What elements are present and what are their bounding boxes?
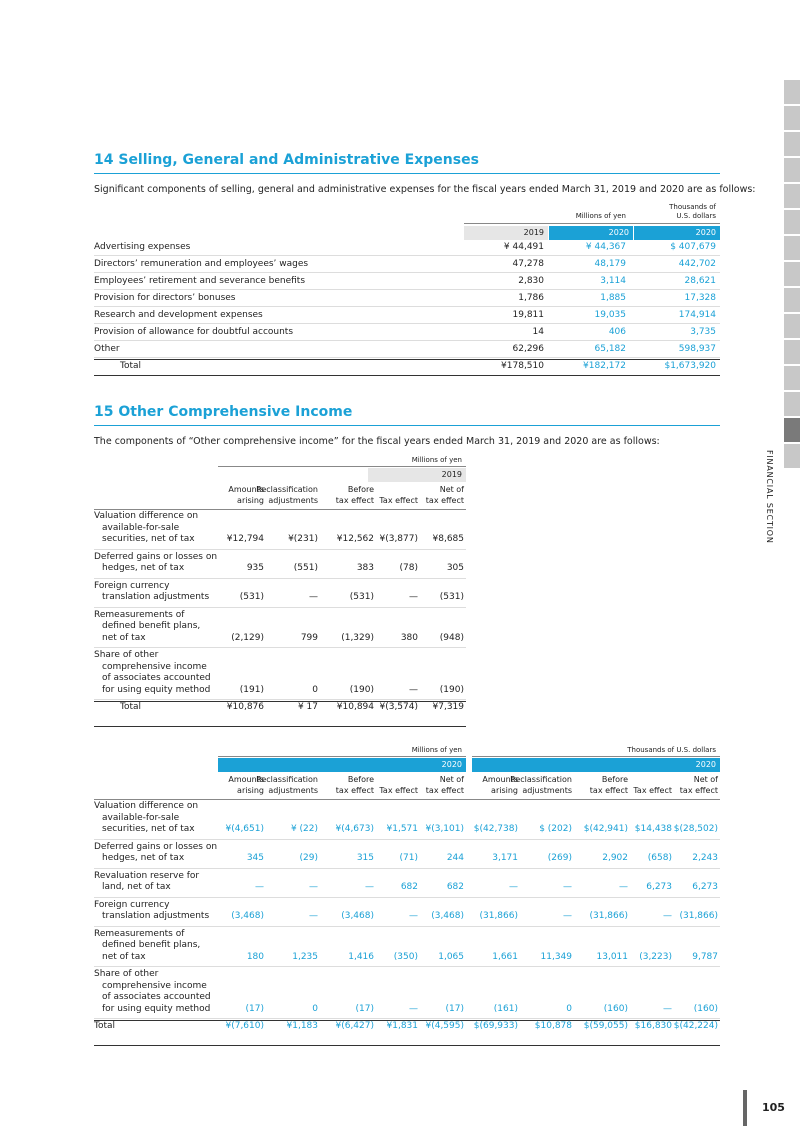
oci2020-cell-usd: $ (202)	[539, 824, 572, 834]
oci2020-cell: —	[409, 1003, 418, 1014]
oci2020-row-rule	[94, 868, 720, 869]
oci2020-cell: (3,468)	[231, 911, 264, 921]
oci2020-caption-yen: Millions of yen	[411, 746, 462, 754]
sga-row-rule	[94, 289, 720, 290]
sga-row-rule	[94, 357, 720, 358]
oci2019-cell: ¥ 17	[297, 702, 318, 712]
oci2020-cell: 0	[312, 1003, 318, 1014]
oci2020-cell: ¥(4,651)	[225, 824, 264, 834]
oci2019-row-rule	[94, 699, 466, 700]
oci2019-col-head-2: tax effect	[335, 496, 374, 505]
oci2020-cell-usd: $(69,933)	[473, 1021, 518, 1031]
oci2020-cell-usd: (269)	[547, 853, 572, 863]
oci2020-cell-usd: $(59,055)	[583, 1021, 628, 1031]
sga-caption-yen: Millions of yen	[575, 212, 626, 220]
oci2020-cell: 180	[246, 951, 264, 962]
oci2020-usd-col-head-2: tax effect	[589, 786, 628, 795]
sga-row-rule	[94, 272, 720, 273]
oci2020-cell: ¥ (22)	[290, 824, 318, 834]
oci2019-row-label: available-for-sale	[102, 522, 180, 533]
sga-row-rule	[94, 323, 720, 324]
oci2020-cell-usd: —	[563, 911, 572, 921]
section-tab	[784, 366, 800, 390]
sga-cell-2020: ¥182,172	[583, 361, 626, 371]
oci2019-cell: (531)	[239, 592, 264, 602]
oci2020-row-label: Deferred gains or losses on	[94, 841, 218, 852]
oci2020-cell: 1,065	[438, 951, 464, 962]
oci2020-usd-col-head-1: Before	[601, 775, 628, 784]
sga-cell-2020-usd: $ 407,679	[670, 242, 716, 252]
oci2020-cell-usd: $(42,941)	[583, 824, 628, 834]
section-14-intro: Significant components of selling, general and administrative expenses for the fiscal years ended March 31, 2019 and 2020 are as follows:	[94, 184, 756, 195]
oci2019-cell: 0	[312, 684, 318, 695]
oci2020-cell-usd: (161)	[493, 1003, 518, 1014]
oci2019-cell: ¥10,894	[336, 702, 374, 712]
oci2020-cell: 315	[356, 853, 374, 863]
oci2020-total-rule-bottom	[94, 1045, 720, 1046]
section-tab	[784, 288, 800, 312]
oci2019-cell: ¥7,319	[432, 702, 464, 712]
oci2019-total-rule-bottom	[94, 726, 466, 727]
sga-cell-2019: 19,811	[512, 310, 544, 320]
sga-cell-2020: ¥ 44,367	[585, 242, 626, 252]
oci2019-year: 2019	[368, 468, 466, 482]
sga-row-rule	[94, 255, 720, 256]
oci2020-cell: ¥(4,673)	[335, 824, 374, 834]
sga-total-rule-bottom	[94, 375, 720, 376]
oci2020-cell: 1,235	[292, 951, 318, 962]
oci2019-row-rule	[94, 647, 466, 648]
oci2019-cell: (551)	[293, 563, 318, 573]
oci2020-row-rule	[94, 966, 720, 967]
sga-cell-2019: ¥ 44,491	[503, 242, 544, 252]
oci2020-cell-usd: —	[563, 882, 572, 892]
page-number-bar	[743, 1090, 747, 1126]
page-number: 105	[762, 1101, 785, 1114]
sga-row-rule	[94, 306, 720, 307]
oci2020-col-head-2: adjustments	[268, 786, 318, 795]
sga-year-2020-usd: 2020	[634, 226, 720, 240]
oci2020-cell-usd: (658)	[647, 853, 672, 863]
section-tab	[784, 184, 800, 208]
sga-cell-2020: 48,179	[594, 259, 626, 269]
section-tab	[784, 340, 800, 364]
oci2019-row-label: Total	[120, 702, 142, 712]
oci2019-cell: 383	[356, 563, 374, 573]
sga-cell-2020: 65,182	[594, 344, 626, 354]
oci2020-cell: (3,468)	[341, 911, 374, 921]
oci2019-cell: ¥8,685	[432, 534, 464, 544]
oci2019-cell: (78)	[399, 563, 418, 573]
oci2019-row-rule	[94, 549, 466, 550]
oci2020-row-label: Revaluation reserve for	[94, 870, 200, 881]
oci2020-col-head-2: tax effect	[335, 786, 374, 795]
section-15-heading: 15 Other Comprehensive Income	[94, 404, 720, 426]
oci2020-cell-usd: $14,438	[634, 824, 672, 834]
oci2020-header-rule-usd	[472, 756, 720, 757]
oci2020-cell: (71)	[399, 853, 418, 863]
section-tab	[784, 210, 800, 234]
oci2020-col-head-2: Tax effect	[379, 786, 418, 795]
oci2019-col-head-1: Reclassification	[256, 485, 318, 494]
oci2020-usd-col-head-2: tax effect	[679, 786, 718, 795]
oci2019-col-head-2: adjustments	[268, 496, 318, 505]
sga-cell-2020: 1,885	[600, 293, 626, 303]
oci2020-header-rule-yen	[218, 756, 466, 757]
section-tab	[784, 106, 800, 130]
oci2020-cell: —	[365, 882, 374, 892]
oci2020-cell: —	[255, 882, 264, 892]
oci2019-row-label: Remeasurements of	[94, 609, 185, 620]
sga-row-label: Employees’ retirement and severance benefits	[94, 276, 306, 286]
oci2020-row-label: land, net of tax	[102, 882, 171, 892]
oci2019-cell: (948)	[439, 632, 464, 643]
sga-year-2019: 2019	[464, 226, 548, 240]
oci2020-cell-usd: (160)	[603, 1003, 628, 1014]
oci2020-cell: (3,468)	[431, 911, 464, 921]
oci2020-row-label: Valuation difference on	[94, 801, 199, 811]
oci2020-cell-usd: —	[663, 911, 672, 921]
oci2020-row-rule	[94, 897, 720, 898]
oci2019-cell: ¥(231)	[288, 534, 318, 544]
sga-cell-2020-usd: 3,735	[690, 327, 716, 337]
oci2020-usd-col-head-1: Reclassification	[510, 775, 572, 784]
oci2020-cell: (17)	[445, 1003, 464, 1014]
sga-cell-2019: 62,296	[512, 344, 544, 354]
section-tab	[784, 80, 800, 104]
sga-year-2020: 2020	[549, 226, 633, 240]
oci2020-cell: ¥1,571	[386, 824, 418, 834]
oci2020-cell-usd: (31,866)	[479, 911, 518, 921]
oci2019-row-label: translation adjustments	[102, 592, 210, 602]
oci2020-cell: ¥1,183	[286, 1021, 318, 1031]
oci2020-cell: —	[409, 911, 418, 921]
oci2020-cell-usd: $(28,502)	[673, 824, 718, 834]
oci2019-header-rule	[218, 466, 466, 467]
oci2020-row-rule	[94, 926, 720, 927]
oci2020-header-bottom-rule	[94, 799, 720, 800]
oci2020-cell: 682	[446, 882, 464, 892]
oci2019-cell: —	[409, 592, 418, 602]
sga-header-rule	[464, 223, 720, 224]
sga-cell-2019: 47,278	[512, 259, 544, 269]
oci2020-usd-col-head-1: Net of	[693, 775, 718, 784]
sga-cell-2019: 1,786	[518, 293, 544, 303]
sga-cell-2020-usd: 442,702	[678, 259, 716, 269]
oci2020-cell-usd: 2,243	[692, 853, 718, 863]
oci2020-cell-usd: $(42,738)	[473, 824, 518, 834]
oci2020-col-head-1: Amounts	[228, 775, 264, 784]
oci2020-cell-usd: —	[663, 1003, 672, 1014]
sga-cell-2020: 19,035	[594, 310, 626, 320]
sga-cell-2020-usd: 174,914	[678, 310, 716, 320]
oci2019-row-label: Deferred gains or losses on	[94, 551, 218, 562]
sga-total-rule-top	[94, 359, 720, 360]
section-tab	[784, 444, 800, 468]
oci2020-cell-usd: 11,349	[540, 951, 572, 962]
oci2020-cell-usd: —	[509, 882, 518, 892]
oci2020-year-usd: 2020	[472, 758, 720, 772]
oci2019-cell: (531)	[439, 592, 464, 602]
oci2020-row-label: of associates accounted	[102, 992, 211, 1002]
sga-cell-2020: 3,114	[600, 276, 626, 286]
oci2019-row-label: hedges, net of tax	[102, 563, 185, 573]
oci2020-cell-usd: 9,787	[692, 951, 718, 962]
oci2020-cell: 244	[446, 853, 464, 863]
oci2019-cell: 799	[300, 632, 318, 643]
oci2020-row-rule	[94, 1018, 720, 1019]
oci2020-usd-col-head-2: Tax effect	[633, 786, 672, 795]
oci2020-cell: (17)	[355, 1003, 374, 1014]
oci2020-cell-usd: 0	[566, 1003, 572, 1014]
oci2019-cell: ¥12,562	[336, 534, 374, 544]
sga-row-label: Advertising expenses	[94, 242, 191, 252]
oci2020-cell-usd: —	[619, 882, 628, 892]
oci2020-usd-col-head-2: adjustments	[522, 786, 572, 795]
oci2019-row-label: defined benefit plans,	[102, 621, 201, 631]
oci2019-row-label: Foreign currency	[94, 580, 170, 591]
oci2019-row-label: comprehensive income	[102, 661, 207, 672]
oci2020-cell: 345	[246, 853, 264, 863]
oci2020-cell: ¥1,831	[386, 1021, 418, 1031]
section-tab	[784, 418, 800, 442]
oci2019-cell: (190)	[439, 684, 464, 695]
oci2019-cell: —	[309, 592, 318, 602]
oci2020-cell: 1,416	[348, 951, 374, 962]
oci2020-row-label: translation adjustments	[102, 911, 210, 921]
oci2019-cell: (531)	[349, 592, 374, 602]
oci2019-cell: (191)	[239, 684, 264, 695]
oci2020-cell-usd: (160)	[693, 1003, 718, 1014]
sga-cell-2020: 406	[608, 327, 626, 337]
oci2019-col-head-2: tax effect	[425, 496, 464, 505]
oci2020-cell-usd: 1,661	[492, 951, 518, 962]
oci2020-cell-usd: 6,273	[692, 882, 718, 892]
oci2020-row-label: securities, net of tax	[102, 824, 195, 834]
oci2019-row-rule	[94, 578, 466, 579]
oci2020-cell: —	[309, 911, 318, 921]
oci2020-cell-usd: (31,866)	[679, 911, 718, 921]
oci2020-col-head-2: tax effect	[425, 786, 464, 795]
oci2020-col-head-1: Reclassification	[256, 775, 318, 784]
oci2020-cell-usd: 2,902	[602, 853, 628, 863]
sga-cell-2019: 2,830	[518, 276, 544, 286]
oci2019-header-bottom-rule	[94, 509, 466, 510]
section-15-intro: The components of “Other comprehensive income” for the fiscal years ended March 31, 2019 and 2020 are as follows:	[94, 436, 660, 447]
section-tab	[784, 236, 800, 260]
oci2019-cell: ¥10,876	[226, 702, 264, 712]
oci2020-cell: ¥(4,595)	[425, 1021, 464, 1031]
oci2019-row-rule	[94, 607, 466, 608]
section-tab	[784, 262, 800, 286]
oci2019-cell: 305	[446, 563, 464, 573]
oci2020-cell: —	[309, 882, 318, 892]
oci2019-row-label: Share of other	[94, 650, 159, 660]
oci2020-col-head-2: arising	[237, 786, 264, 795]
sga-row-label: Other	[94, 344, 120, 354]
oci2020-usd-col-head-1: Amounts	[482, 775, 518, 784]
oci2020-row-label: Foreign currency	[94, 899, 170, 910]
oci2019-cell: (190)	[349, 684, 374, 695]
sga-row-label: Provision of allowance for doubtful accounts	[94, 327, 294, 337]
oci2020-cell: ¥(6,427)	[335, 1021, 374, 1031]
oci2019-row-label: securities, net of tax	[102, 534, 195, 544]
section-tab	[784, 132, 800, 156]
sga-caption-usd-1: Thousands of	[669, 203, 716, 211]
oci2019-cell: 935	[246, 563, 264, 573]
oci2020-row-label: Share of other	[94, 969, 159, 979]
oci2020-year-yen: 2020	[218, 758, 466, 772]
sga-cell-2020-usd: 28,621	[684, 276, 716, 286]
oci2020-row-label: net of tax	[102, 951, 146, 962]
oci2020-cell-usd: (31,866)	[589, 911, 628, 921]
oci2020-cell: ¥(7,610)	[225, 1021, 264, 1031]
sga-cell-2020-usd: $1,673,920	[664, 361, 716, 371]
oci2019-col-head-1: Before	[347, 485, 374, 494]
oci2020-cell-usd: $10,878	[534, 1021, 572, 1031]
oci2019-row-label: for using equity method	[102, 684, 211, 695]
oci2020-cell: (29)	[299, 853, 318, 863]
oci2019-row-label: net of tax	[102, 632, 146, 643]
sga-row-rule	[94, 340, 720, 341]
oci2020-row-label: defined benefit plans,	[102, 940, 201, 950]
section-tab	[784, 314, 800, 338]
oci2019-cell: —	[409, 684, 418, 695]
oci2020-col-head-1: Net of	[439, 775, 464, 784]
oci2019-caption-yen: Millions of yen	[411, 456, 462, 464]
oci2019-cell: ¥(3,574)	[379, 702, 418, 712]
oci2020-row-label: for using equity method	[102, 1003, 211, 1014]
oci2020-row-label: comprehensive income	[102, 980, 207, 991]
oci2019-row-label: Valuation difference on	[94, 511, 199, 521]
oci2019-cell: (1,329)	[341, 632, 374, 643]
sga-cell-2020-usd: 598,937	[678, 344, 716, 354]
sga-row-label: Directors’ remuneration and employees’ wages	[94, 259, 309, 269]
oci2019-row-label: of associates accounted	[102, 673, 211, 683]
oci2020-cell-usd: $16,830	[634, 1021, 672, 1031]
oci2020-row-label: Remeasurements of	[94, 928, 185, 939]
sga-row-label: Research and development expenses	[94, 310, 263, 320]
oci2019-cell: (2,129)	[231, 632, 264, 643]
oci2020-cell-usd: (3,223)	[639, 951, 672, 962]
oci2020-row-rule	[94, 839, 720, 840]
section-14-heading: 14 Selling, General and Administrative Expenses	[94, 152, 720, 174]
sga-caption-usd-2: U.S. dollars	[676, 212, 716, 220]
oci2020-cell: (350)	[393, 951, 418, 962]
oci2020-row-label: Total	[94, 1021, 116, 1031]
oci2020-cell: 682	[400, 882, 418, 892]
section-tab	[784, 392, 800, 416]
oci2020-cell: ¥(3,101)	[425, 824, 464, 834]
oci2020-cell-usd: 3,171	[492, 853, 518, 863]
sga-row-label: Provision for directors’ bonuses	[94, 293, 236, 303]
oci2020-cell-usd: $(42,224)	[673, 1021, 718, 1031]
oci2019-col-head-2: Tax effect	[379, 496, 418, 505]
section-tab	[784, 158, 800, 182]
oci2019-col-head-2: arising	[237, 496, 264, 505]
oci2019-cell: ¥12,794	[226, 534, 264, 544]
oci2019-col-head-1: Net of	[439, 485, 464, 494]
oci2020-col-head-1: Before	[347, 775, 374, 784]
sga-cell-2019: 14	[532, 327, 544, 337]
sga-cell-2019: ¥178,510	[501, 361, 544, 371]
oci2020-cell-usd: 13,011	[596, 951, 628, 962]
oci2020-row-label: available-for-sale	[102, 812, 180, 823]
oci2019-cell: 380	[400, 632, 418, 643]
oci2020-row-label: hedges, net of tax	[102, 853, 185, 863]
oci2020-cell-usd: 6,273	[646, 882, 672, 892]
oci2019-col-head-1: Amounts	[228, 485, 264, 494]
oci2020-caption-usd: Thousands of U.S. dollars	[627, 746, 716, 754]
sga-row-label: Total	[120, 361, 142, 371]
oci2020-usd-col-head-2: arising	[491, 786, 518, 795]
section-label: FINANCIAL SECTION	[765, 450, 774, 544]
sga-cell-2020-usd: 17,328	[684, 293, 716, 303]
oci2019-cell: ¥(3,877)	[379, 534, 418, 544]
oci2020-cell: (17)	[245, 1003, 264, 1014]
